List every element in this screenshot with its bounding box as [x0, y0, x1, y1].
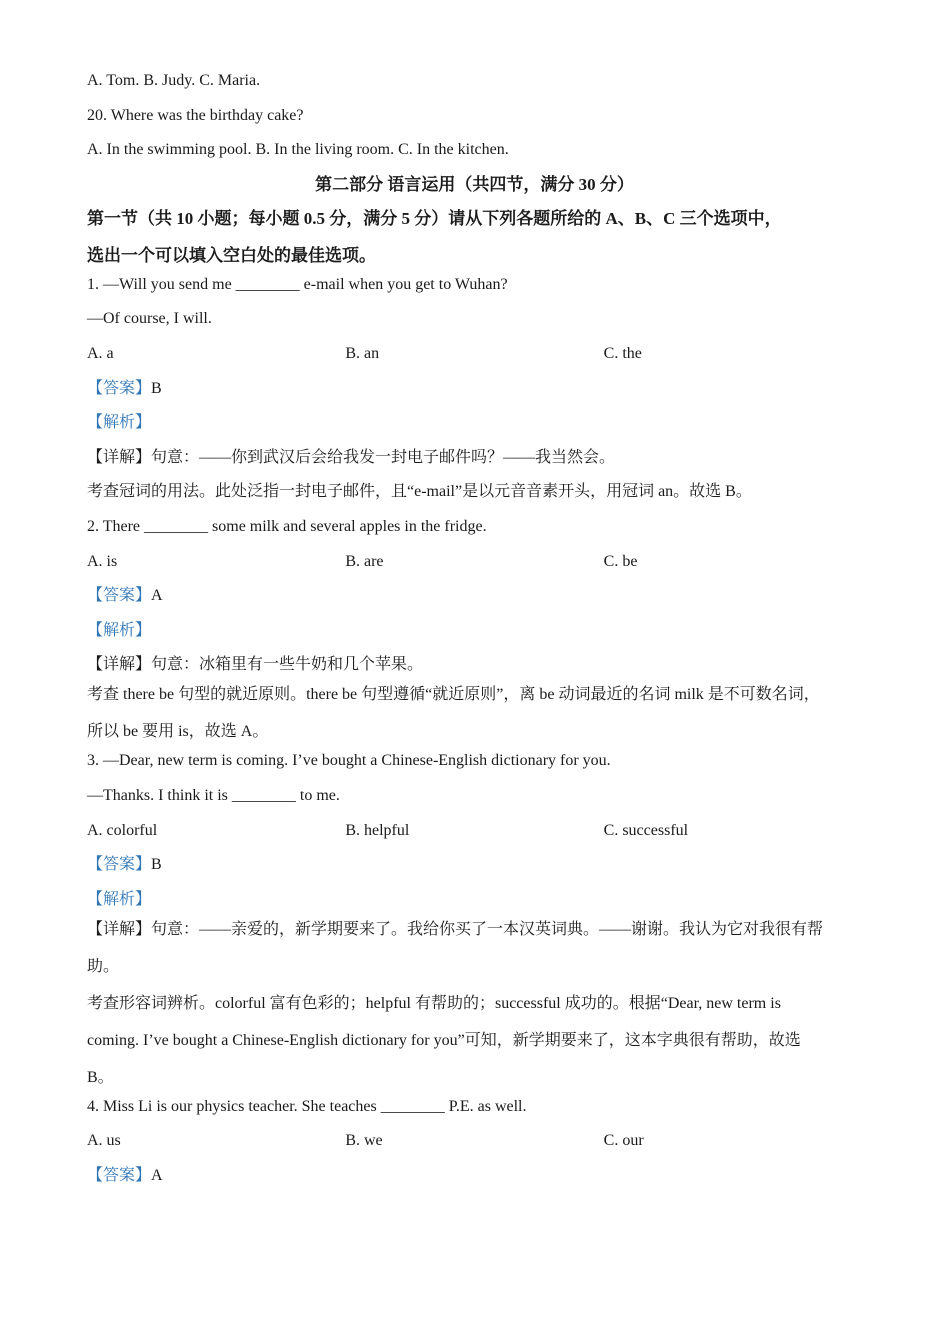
q2-option-b: B. are	[345, 552, 384, 570]
document-page	[87, 70, 862, 1187]
q3-analysis-label: 【解析】	[87, 890, 152, 908]
q2-option-a: A. is	[87, 552, 118, 570]
q1-answer	[87, 378, 862, 400]
q2-explanation-line1: 考查 there be 句型的就近原则。there be 句型遵循“就近原则”，离 be 动词最近的名词 milk 是不可数名词，	[87, 686, 820, 704]
q1-detail-text: 句意：——你到武汉后会给我发一封电子邮件吗？——我当然会。	[151, 448, 616, 466]
q2-explanation	[87, 676, 862, 750]
answer-label: 【答案】	[87, 379, 152, 397]
answer-label: 【答案】	[87, 856, 152, 874]
answer-label: 【答案】	[87, 587, 152, 605]
q3-option-c: C. successful	[603, 821, 689, 839]
q3-explanation-line2: coming. I’ve bought a Chinese-English dictionary for you”可知，新学期要来了，这本字典很有帮助，故选	[87, 1031, 801, 1049]
question-3	[87, 750, 862, 1095]
q3-answer	[87, 854, 862, 876]
question-1	[87, 274, 862, 516]
q3-option-b: B. helpful	[345, 821, 410, 839]
q1-stem-line1: 1. —Will you send me ________ e-mail when you get to Wuhan?	[87, 275, 508, 293]
q3-detail	[87, 911, 862, 985]
question-4	[87, 1096, 862, 1187]
q2-analysis-label: 【解析】	[87, 621, 152, 639]
q1-stem-line2: —Of course, I will.	[87, 310, 212, 328]
part2-title: 第二部分 语言运用（共四节，满分 30 分）	[315, 174, 634, 194]
q2-detail-text: 句意：冰箱里有一些牛奶和几个苹果。	[151, 656, 424, 674]
q4-option-a: A. us	[87, 1132, 121, 1150]
q1-option-b: B. an	[345, 344, 380, 362]
q3-explanation-line3: B。	[87, 1068, 114, 1086]
q1-analysis-label: 【解析】	[87, 414, 152, 432]
section1-instr-line2: 选出一个可以填入空白处的最佳选项。	[87, 245, 376, 265]
q1-option-a: A. a	[87, 344, 114, 362]
detail-label: 【详解】	[87, 448, 152, 466]
q1-detail	[87, 447, 862, 469]
q1-option-c: C. the	[603, 344, 642, 362]
q3-explanation	[87, 985, 862, 1096]
q1-explanation: 考查冠词的用法。此处泛指一封电子邮件，且“e-mail”是以元音音素开头，用冠词 an。故选 B。	[87, 483, 752, 501]
q2-detail	[87, 654, 862, 676]
q2-answer	[87, 585, 862, 607]
q3-detail-line2: 助。	[87, 957, 120, 975]
q4-answer-value: A	[151, 1166, 163, 1184]
q2-explanation-line2: 所以 be 要用 is，故选 A。	[87, 723, 269, 741]
q1-answer-value: B	[151, 379, 162, 397]
section1-instr-line1: 第一节（共 10 小题；每小题 0.5 分，满分 5 分）请从下列各题所给的 A、B、C 三个选项中，	[87, 208, 782, 228]
q20-options: A. In the swimming pool. B. In the living room. C. In the kitchen.	[87, 141, 509, 159]
detail-label: 【详解】	[87, 920, 152, 938]
q3-stem-line2: —Thanks. I think it is ________ to me.	[87, 786, 340, 804]
q3-option-a: A. colorful	[87, 821, 158, 839]
q20-stem: 20. Where was the birthday cake?	[87, 106, 304, 124]
answer-label: 【答案】	[87, 1166, 152, 1184]
section1-instructions	[87, 200, 862, 274]
q3-detail-line1: 句意：——亲爱的，新学期要来了。我给你买了一本汉英词典。——谢谢。我认为它对我很有帮	[151, 920, 824, 938]
q2-options	[87, 551, 862, 573]
q4-option-b: B. we	[345, 1132, 383, 1150]
q3-stem-line1: 3. —Dear, new term is coming. I’ve bought a Chinese-English dictionary for you.	[87, 752, 611, 770]
q4-answer	[87, 1165, 862, 1187]
q4-options	[87, 1130, 862, 1152]
q19-options: A. Tom. B. Judy. C. Maria.	[87, 72, 261, 89]
q2-answer-value: A	[151, 587, 163, 605]
q3-answer-value: B	[151, 856, 162, 874]
q4-stem: 4. Miss Li is our physics teacher. She teaches ________ P.E. as well.	[87, 1097, 527, 1115]
q4-option-c: C. our	[603, 1132, 644, 1150]
q2-option-c: C. be	[603, 552, 638, 570]
q1-options	[87, 343, 862, 365]
q2-stem: 2. There ________ some milk and several apples in the fridge.	[87, 517, 487, 535]
detail-label: 【详解】	[87, 656, 152, 674]
question-2	[87, 516, 862, 750]
q3-options	[87, 820, 862, 842]
q3-explanation-line1: 考查形容词辨析。colorful 富有色彩的；helpful 有帮助的；successful 成功的。根据“Dear, new term is	[87, 994, 781, 1012]
